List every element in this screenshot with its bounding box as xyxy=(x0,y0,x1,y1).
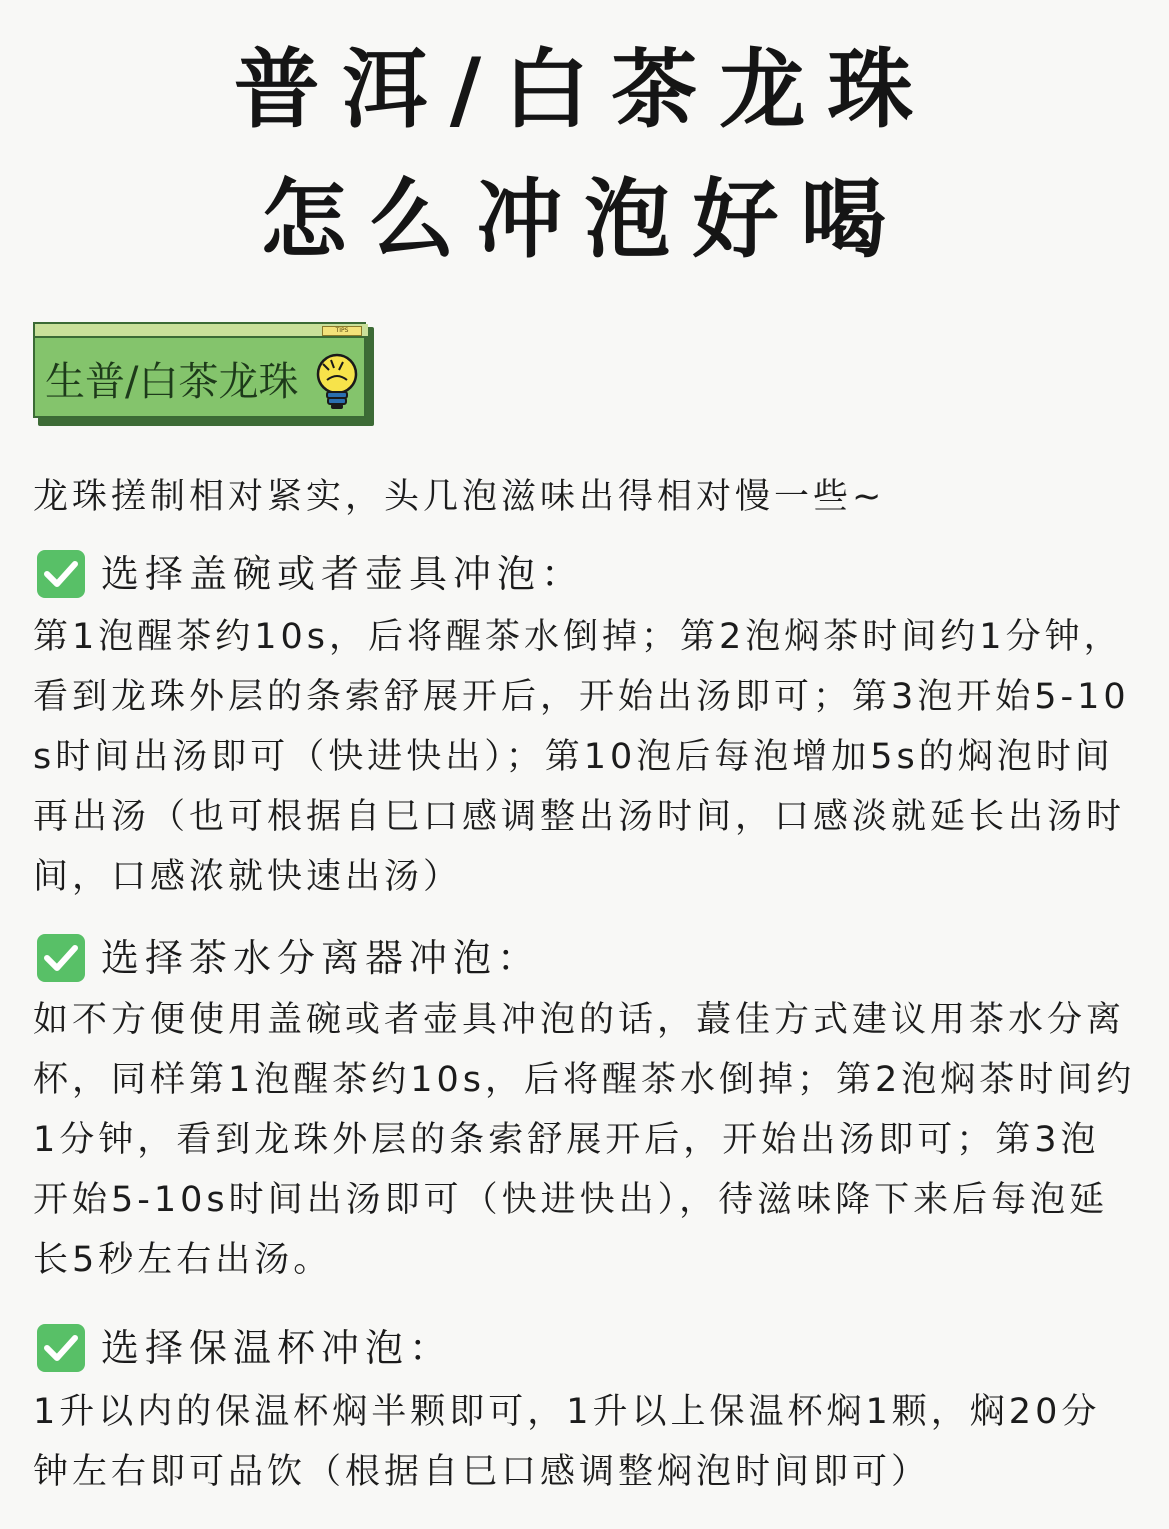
tag-label: 生普/白茶龙珠 xyxy=(45,359,299,405)
tag-topbar xyxy=(35,324,368,338)
section-body-3: 1升以内的保温杯焖半颗即可，1升以上保温杯焖1颗，焖20分钟左右即可品饮（根据自巳口感调整焖泡时间即可） xyxy=(33,1392,1101,1492)
page-title-line1: 普洱/白茶龙珠 xyxy=(233,40,936,140)
check-icon xyxy=(37,934,85,982)
section-tag xyxy=(33,322,371,424)
section-body-2: 如不方便使用盖碗或者壶具冲泡的话，蕞佳方式建议用茶水分离杯，同样第1泡醒茶约10s，后将醒茶水倒掉；第2泡焖茶时间约1分钟，看到龙珠外层的条索舒展开后，开始出汤即可；第3泡开始5-10s时间出汤即可（快进快出），待滋味降下来后每泡延长5秒左右出汤。 xyxy=(33,1000,1136,1280)
lightbulb-icon xyxy=(309,350,369,414)
check-icon xyxy=(37,550,85,598)
section-heading-text: 选择茶水分离器冲泡： xyxy=(101,936,542,980)
tips-badge: TIPS xyxy=(322,326,362,336)
section-heading-text: 选择保温杯冲泡： xyxy=(101,1326,454,1370)
intro-text: 龙珠搓制相对紧实，头几泡滋味出得相对慢一些~ xyxy=(33,477,886,517)
page-title-line2: 怎么冲泡好喝 xyxy=(260,170,909,270)
section-body-1: 第1泡醒茶约10s，后将醒茶水倒掉；第2泡焖茶时间约1分钟，看到龙珠外层的条索舒展开后，开始出汤即可；第3泡开始5-10s时间出汤即可（快进快出）；第10泡后每泡增加5s的焖泡时间再出汤（也可根据自巳口感调整出汤时间，口感淡就延长出汤时间，口感浓就快速出汤） xyxy=(33,617,1130,897)
section-heading-text: 选择盖碗或者壶具冲泡： xyxy=(101,552,586,596)
check-icon xyxy=(37,1324,85,1372)
